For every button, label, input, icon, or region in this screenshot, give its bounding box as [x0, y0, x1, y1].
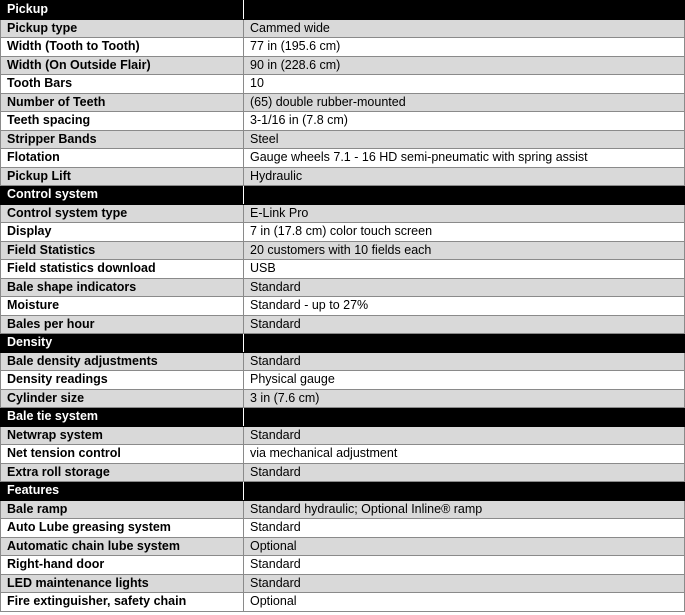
spec-label: Flotation: [1, 149, 244, 168]
spec-label: Bale ramp: [1, 500, 244, 519]
spec-value: Standard: [244, 426, 685, 445]
spec-label: Number of Teeth: [1, 93, 244, 112]
table-row: [1, 112, 685, 131]
spec-value: Standard: [244, 315, 685, 334]
spec-label: Display: [1, 223, 244, 242]
section-header-density: [1, 334, 685, 353]
table-row: [1, 223, 685, 242]
table-row: [1, 352, 685, 371]
spec-value: Cammed wide: [244, 19, 685, 38]
section-blank: [244, 1, 685, 20]
spec-value: Standard: [244, 519, 685, 538]
spec-value: (65) double rubber-mounted: [244, 93, 685, 112]
table-row: [1, 56, 685, 75]
spec-label: Width (Tooth to Tooth): [1, 38, 244, 57]
specifications-body: [1, 1, 685, 612]
spec-label: Pickup type: [1, 19, 244, 38]
spec-label: Automatic chain lube system: [1, 537, 244, 556]
spec-label: Right-hand door: [1, 556, 244, 575]
table-row: [1, 130, 685, 149]
spec-label: Cylinder size: [1, 389, 244, 408]
spec-label: Density readings: [1, 371, 244, 390]
table-row: [1, 19, 685, 38]
spec-label: Bale shape indicators: [1, 278, 244, 297]
table-row: [1, 93, 685, 112]
spec-value: 90 in (228.6 cm): [244, 56, 685, 75]
spec-label: Width (On Outside Flair): [1, 56, 244, 75]
spec-value: Hydraulic: [244, 167, 685, 186]
spec-value: Standard: [244, 556, 685, 575]
section-blank: [244, 334, 685, 353]
section-header-features: [1, 482, 685, 501]
spec-label: LED maintenance lights: [1, 574, 244, 593]
spec-value: 3-1/16 in (7.8 cm): [244, 112, 685, 131]
spec-label: Fire extinguisher, safety chain: [1, 593, 244, 612]
table-row: [1, 371, 685, 390]
table-row: [1, 260, 685, 279]
section-title: Density: [1, 334, 244, 353]
spec-label: Net tension control: [1, 445, 244, 464]
section-blank: [244, 482, 685, 501]
spec-value: Standard: [244, 278, 685, 297]
spec-value: Standard hydraulic; Optional Inline® ramp: [244, 500, 685, 519]
table-row: [1, 519, 685, 538]
section-blank: [244, 408, 685, 427]
table-row: [1, 149, 685, 168]
section-header-control-system: [1, 186, 685, 205]
spec-label: Netwrap system: [1, 426, 244, 445]
spec-label: Bale density adjustments: [1, 352, 244, 371]
table-row: [1, 315, 685, 334]
spec-label: Field Statistics: [1, 241, 244, 260]
spec-value: 20 customers with 10 fields each: [244, 241, 685, 260]
spec-value: Standard: [244, 574, 685, 593]
spec-value: Optional: [244, 537, 685, 556]
table-row: [1, 389, 685, 408]
spec-value: Gauge wheels 7.1 - 16 HD semi-pneumatic with spring assist: [244, 149, 685, 168]
spec-label: Tooth Bars: [1, 75, 244, 94]
spec-label: Field statistics download: [1, 260, 244, 279]
spec-label: Bales per hour: [1, 315, 244, 334]
table-row: [1, 204, 685, 223]
spec-value: Standard: [244, 352, 685, 371]
table-row: [1, 75, 685, 94]
spec-value: Steel: [244, 130, 685, 149]
spec-value: Physical gauge: [244, 371, 685, 390]
section-blank: [244, 186, 685, 205]
table-row: [1, 38, 685, 57]
spec-value: Standard - up to 27%: [244, 297, 685, 316]
table-row: [1, 593, 685, 612]
table-row: [1, 241, 685, 260]
spec-label: Pickup Lift: [1, 167, 244, 186]
spec-label: Teeth spacing: [1, 112, 244, 131]
table-row: [1, 537, 685, 556]
section-title: Bale tie system: [1, 408, 244, 427]
table-row: [1, 167, 685, 186]
table-row: [1, 463, 685, 482]
table-row: [1, 297, 685, 316]
table-row: [1, 500, 685, 519]
spec-value: 7 in (17.8 cm) color touch screen: [244, 223, 685, 242]
spec-label: Extra roll storage: [1, 463, 244, 482]
table-row: [1, 426, 685, 445]
spec-value: 3 in (7.6 cm): [244, 389, 685, 408]
table-row: [1, 445, 685, 464]
spec-label: Auto Lube greasing system: [1, 519, 244, 538]
spec-value: 10: [244, 75, 685, 94]
table-row: [1, 574, 685, 593]
spec-value: via mechanical adjustment: [244, 445, 685, 464]
spec-value: Standard: [244, 463, 685, 482]
spec-value: E-Link Pro: [244, 204, 685, 223]
table-row: [1, 278, 685, 297]
table-row: [1, 556, 685, 575]
spec-label: Moisture: [1, 297, 244, 316]
section-title: Control system: [1, 186, 244, 205]
section-title: Features: [1, 482, 244, 501]
spec-value: USB: [244, 260, 685, 279]
spec-label: Stripper Bands: [1, 130, 244, 149]
section-header-bale-tie-system: [1, 408, 685, 427]
spec-value: 77 in (195.6 cm): [244, 38, 685, 57]
spec-value: Optional: [244, 593, 685, 612]
section-title: Pickup: [1, 1, 244, 20]
spec-label: Control system type: [1, 204, 244, 223]
section-header-pickup: [1, 1, 685, 20]
